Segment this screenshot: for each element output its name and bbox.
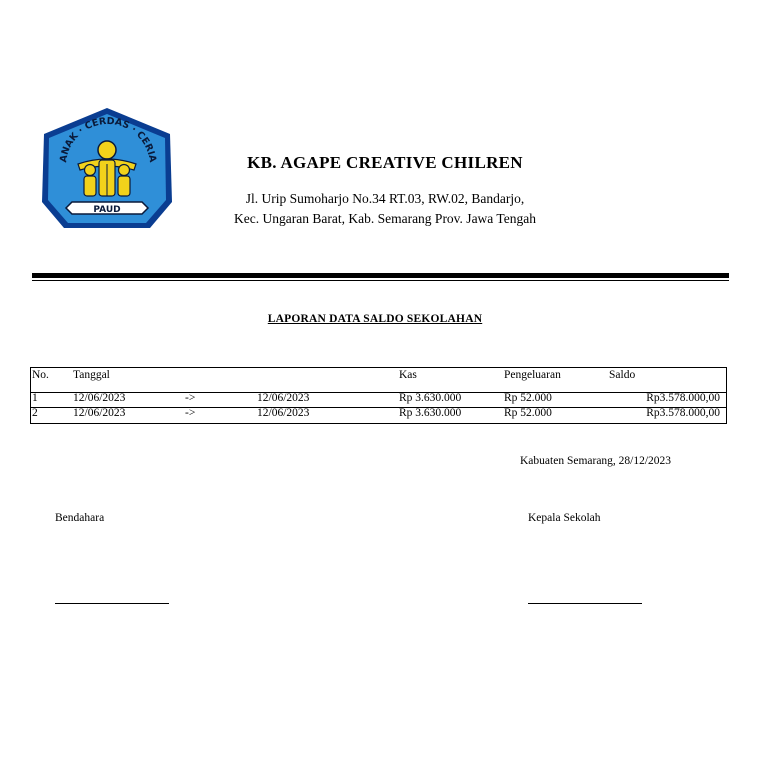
address-line-2: Kec. Ungaran Barat, Kab. Semarang Prov. Jawa Tengah [234,211,536,226]
svg-text:ANAK · CERDAS · CERIA: ANAK · CERDAS · CERIA [58,115,158,164]
table-header-row [31,368,726,393]
row-date-to: 12/06/2023 [257,407,310,419]
svg-text:PAUD: PAUD [93,205,121,215]
row-date-to: 12/06/2023 [257,392,310,404]
header-divider-thick [32,273,729,278]
row-no: 1 [32,392,38,404]
row-kas: Rp 3.630.000 [399,392,462,404]
row-saldo: Rp3.578.000,00 [646,407,720,419]
row-date-from: 12/06/2023 [73,392,126,404]
place-date: Kabuaten Semarang, 28/12/2023 [520,455,672,467]
row-kas: Rp 3.630.000 [399,407,462,419]
row-no: 2 [32,407,38,419]
signature-line-bendahara [55,603,169,604]
address-line-1: Jl. Urip Sumoharjo No.34 RT.03, RW.02, Bandarjo, [245,191,525,206]
row-pengeluaran: Rp 52.000 [504,407,552,419]
row-date-from: 12/06/2023 [73,407,126,419]
column-header-pengeluaran: Pengeluaran [504,369,561,381]
saldo-table [30,367,727,424]
row-saldo: Rp3.578.000,00 [646,392,720,404]
school-logo [38,104,176,232]
table-row [31,392,726,408]
column-header-kas: Kas [399,369,417,381]
column-header-saldo: Saldo [609,369,636,381]
signer-kepala-sekolah: Kepala Sekolah [528,512,601,524]
signature-line-kepala-sekolah [528,603,642,604]
row-pengeluaran: Rp 52.000 [504,392,552,404]
report-title: LAPORAN DATA SALDO SEKOLAHAN [267,313,483,325]
table-row [31,407,726,423]
signer-bendahara: Bendahara [55,512,105,524]
row-arrow: -> [185,407,196,419]
column-header-tanggal: Tanggal [73,369,110,381]
header-divider-thin [32,280,729,281]
column-header-no: No. [32,369,49,381]
row-arrow: -> [185,392,196,404]
school-name: KB. AGAPE CREATIVE CHILREN [247,153,523,172]
